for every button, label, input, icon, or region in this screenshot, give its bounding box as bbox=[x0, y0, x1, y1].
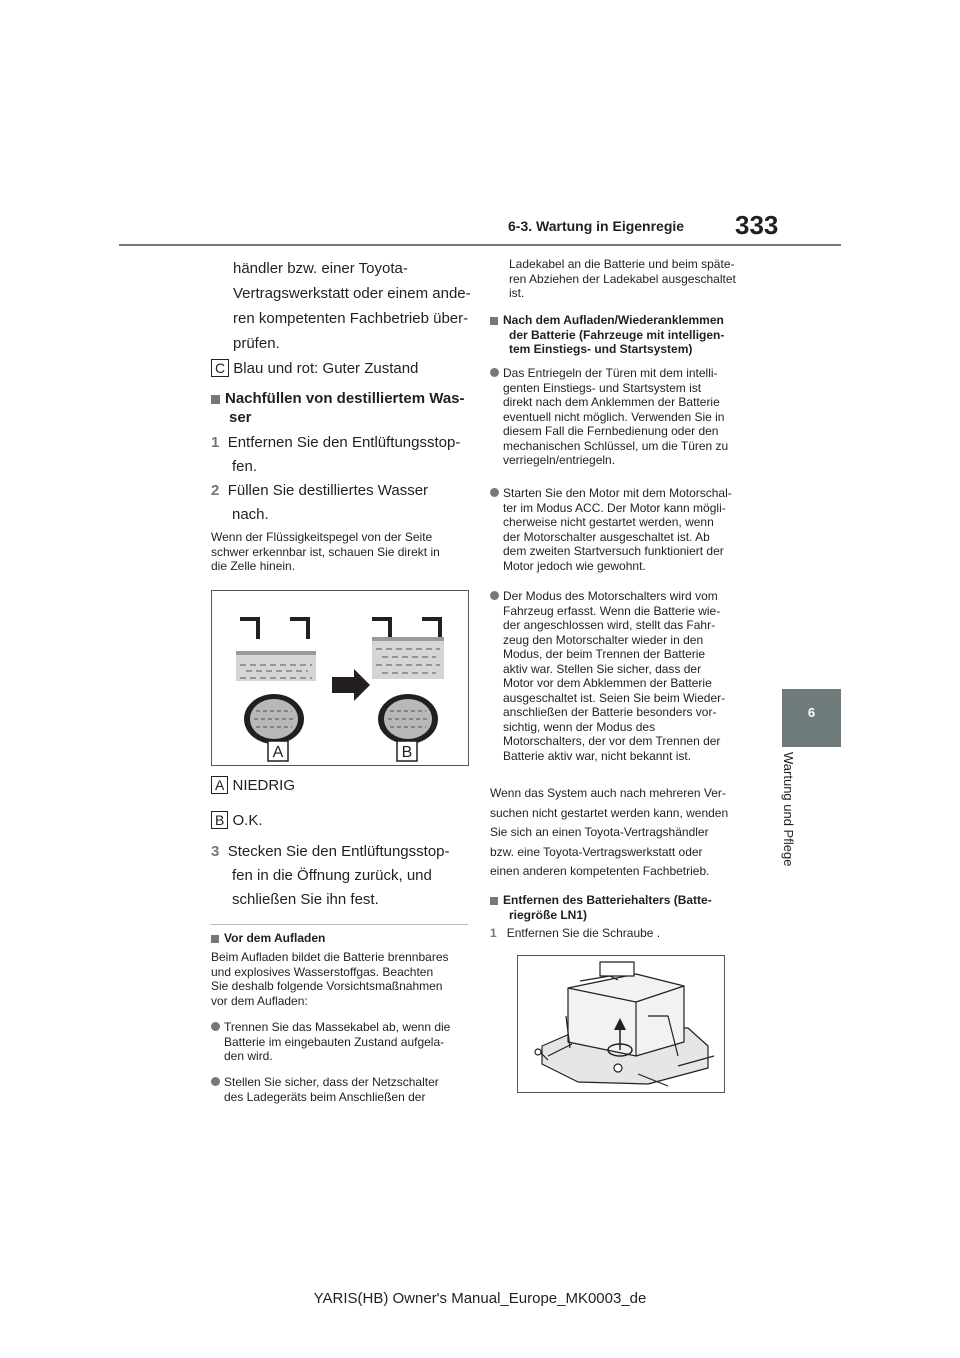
text-line: Motor jedoch wie gewohnt. bbox=[503, 558, 646, 573]
text-line: direkt nach dem Anklemmen der Batterie bbox=[503, 395, 720, 409]
continued-text-right bbox=[509, 257, 736, 301]
text-line: und explosives Wasserstoffgas. Beachten bbox=[211, 964, 434, 979]
text-line: zeug den Motorschalter wieder in den bbox=[503, 632, 704, 647]
text-line: Wenn der Flüssigkeitspegel von der Seite bbox=[211, 530, 433, 544]
legend-b-text: O.K. bbox=[232, 812, 263, 829]
step-number: 3 bbox=[211, 843, 220, 860]
text-line: dem zweiten Startversuch funktioniert der bbox=[503, 544, 724, 558]
text-line: fen in die Öffnung zurück, und bbox=[232, 867, 432, 884]
right-bullet-1 bbox=[490, 366, 728, 468]
text-line: Vertragswerkstatt oder einem ande- bbox=[233, 285, 471, 302]
figure-label-a: A bbox=[272, 744, 284, 761]
text-line: ren kompetenten Fachbetrieb über- bbox=[233, 310, 469, 327]
text-line: cherweise nicht gestartet werden, wenn bbox=[503, 515, 714, 529]
text-line: sichtig, wenn der Modus des bbox=[503, 719, 656, 734]
bullet-dot-icon bbox=[490, 591, 499, 600]
text-line: fen. bbox=[232, 458, 258, 475]
chapter-number: 6 bbox=[807, 705, 816, 720]
text-line: ter im Modus ACC. Der Motor kann mögli- bbox=[503, 500, 726, 515]
heading-line: riegröße LN1) bbox=[509, 907, 588, 922]
right-step-1 bbox=[490, 926, 660, 941]
text-line: Entfernen Sie den Entlüftungsstop- bbox=[227, 434, 461, 451]
heading-square-icon bbox=[490, 317, 498, 325]
text-line: Ladekabel an die Batterie und beim späte- bbox=[509, 257, 735, 271]
heading-text: Vor dem Aufladen bbox=[224, 931, 326, 945]
heading-square-icon bbox=[211, 935, 219, 943]
text-line: den wird. bbox=[224, 1049, 273, 1063]
bullet-dot-icon bbox=[211, 1077, 220, 1086]
electrolyte-diagram bbox=[212, 591, 468, 765]
heading-after-charge bbox=[490, 313, 724, 357]
heading-square-icon bbox=[211, 395, 220, 404]
text-line: der angeschlossen wird, stellt das Fahr- bbox=[503, 618, 716, 632]
text-line: Der Modus des Motorschalters wird vom bbox=[503, 589, 718, 603]
text-line: Füllen Sie destilliertes Wasser bbox=[227, 482, 429, 499]
heading-line: Nachfüllen von destilliertem Was- bbox=[225, 390, 465, 407]
step-number: 1 bbox=[211, 434, 220, 451]
text-line: Das Entriegeln der Türen mit dem intelli- bbox=[503, 366, 718, 380]
text-line: Modus, der beim Trennen der Batterie bbox=[503, 647, 706, 661]
divider bbox=[210, 924, 468, 925]
step-text: Entfernen Sie die Schraube . bbox=[506, 926, 661, 940]
text-line: ausgeschaltet ist. Seien Sie beim Wieder- bbox=[503, 690, 726, 705]
step-number: 1 bbox=[490, 926, 497, 940]
text-line: Trennen Sie das Massekabel ab, wenn die bbox=[224, 1020, 451, 1034]
text-line: Beim Aufladen bildet die Batterie brennbares bbox=[211, 950, 449, 964]
text-line: Sie sich an einen Toyota-Vertragshändler bbox=[490, 825, 709, 839]
chapter-label bbox=[780, 752, 810, 887]
text-line: Fahrzeug erfasst. Wenn die Batterie wie- bbox=[503, 603, 721, 618]
text-line: der Motorschalter ausgeschaltet ist. Ab bbox=[503, 529, 710, 544]
step-number: 2 bbox=[211, 482, 220, 499]
text-line: Starten Sie den Motor mit dem Motorschal- bbox=[503, 486, 732, 500]
header-rule bbox=[119, 244, 841, 246]
section-heading bbox=[211, 389, 465, 427]
step-1 bbox=[211, 432, 460, 478]
text-line: Sie deshalb folgende Vorsichtsmaßnahmen bbox=[211, 979, 443, 993]
step-3 bbox=[211, 840, 450, 912]
charge-bullet-2 bbox=[211, 1075, 439, 1104]
charge-text bbox=[211, 950, 449, 1008]
chapter-label-text: Wartung und Pflege bbox=[781, 752, 796, 867]
text-line: anschließen der Batterie besonders vor- bbox=[503, 705, 717, 719]
text-line: ist. bbox=[509, 286, 525, 300]
text-line: eventuell nicht möglich. Verwenden Sie in bbox=[503, 409, 725, 424]
heading-line: tem Einstiegs- und Startsystem) bbox=[509, 342, 693, 356]
label-a-box: A bbox=[211, 776, 228, 794]
legend-a bbox=[211, 775, 295, 797]
bullet-dot-icon bbox=[490, 488, 499, 497]
text-line: diesem Fall die Fernbedienung oder den bbox=[503, 424, 719, 438]
battery-holder-figure bbox=[517, 955, 725, 1093]
legend-c bbox=[211, 358, 418, 380]
step-2 bbox=[211, 480, 428, 526]
text-line: Motorschalters, der vor dem Trennen der bbox=[503, 734, 721, 748]
figure-label-b: B bbox=[401, 744, 413, 761]
right-bullet-3 bbox=[490, 589, 725, 763]
text-line: des Ladegeräts beim Anschließen der bbox=[224, 1089, 426, 1104]
text-line: ren Abziehen der Ladekabel ausgeschaltet bbox=[509, 271, 736, 286]
chapter-tab bbox=[782, 689, 841, 747]
text-line: prüfen. bbox=[233, 335, 280, 352]
heading-line: der Batterie (Fahrzeuge mit intelligen- bbox=[509, 327, 725, 342]
legend-b bbox=[211, 810, 263, 832]
bullet-dot-icon bbox=[490, 368, 499, 377]
text-line: Stecken Sie den Entlüftungsstop- bbox=[227, 843, 450, 860]
legend-c-text: Blau und rot: Guter Zustand bbox=[233, 360, 419, 377]
label-b-box: B bbox=[211, 811, 228, 829]
text-line: bzw. eine Toyota-Vertragswerkstatt oder bbox=[490, 844, 703, 859]
heading-line: Entfernen des Batteriehalters (Batte- bbox=[503, 893, 712, 907]
heading-square-icon bbox=[490, 897, 498, 905]
heading-line: Nach dem Aufladen/Wiederanklemmen bbox=[503, 313, 724, 327]
note bbox=[211, 530, 440, 574]
charge-bullet-1 bbox=[211, 1020, 450, 1064]
text-line: Motor vor dem Abklemmen der Batterie bbox=[503, 676, 712, 690]
text-line: schwer erkennbar ist, schauen Sie direkt in bbox=[211, 544, 440, 559]
arrow-icon bbox=[332, 669, 370, 701]
battery-illustration bbox=[518, 956, 724, 1092]
footer: YARIS(HB) Owner's Manual_Europe_MK0003_de bbox=[313, 1290, 647, 1307]
text-line: Batterie im eingebauten Zustand aufgela- bbox=[224, 1034, 445, 1049]
text-line: Batterie aktiv war, nicht bekannt ist. bbox=[503, 748, 692, 763]
page-number: 333 bbox=[735, 210, 779, 240]
text-line: nach. bbox=[232, 506, 269, 523]
heading-line: ser bbox=[229, 409, 252, 426]
text-line: die Zelle hinein. bbox=[211, 559, 296, 573]
text-line: vor dem Aufladen: bbox=[211, 993, 308, 1008]
bullet-dot-icon bbox=[211, 1022, 220, 1031]
label-c-box: C bbox=[211, 359, 229, 377]
right-paragraph bbox=[490, 784, 728, 882]
text-line: Stellen Sie sicher, dass der Netzschalter bbox=[224, 1075, 439, 1089]
text-line: genten Einstiegs- und Startsystem ist bbox=[503, 380, 702, 395]
text-line: suchen nicht gestartet werden kann, wenden bbox=[490, 805, 729, 820]
text-line: Wenn das System auch nach mehreren Ver- bbox=[490, 786, 726, 800]
text-line: mechanischen Schlüssel, um die Türen zu bbox=[503, 438, 729, 453]
section-title: 6-3. Wartung in Eigenregie bbox=[508, 218, 685, 234]
legend-a-text: NIEDRIG bbox=[232, 777, 296, 794]
heading-battery-holder bbox=[490, 893, 712, 922]
charge-heading bbox=[211, 931, 325, 946]
text-line: aktiv war. Stellen Sie sicher, dass der bbox=[503, 661, 702, 676]
text-line: verriegeln/entriegeln. bbox=[503, 453, 616, 467]
electrolyte-level-figure bbox=[211, 590, 469, 766]
text-line: einen anderen kompetenten Fachbetrieb. bbox=[490, 864, 710, 878]
text-line: händler bzw. einer Toyota- bbox=[233, 260, 408, 277]
text-line: schließen Sie ihn fest. bbox=[232, 891, 379, 908]
continued-text bbox=[233, 256, 471, 356]
right-bullet-2 bbox=[490, 486, 732, 573]
